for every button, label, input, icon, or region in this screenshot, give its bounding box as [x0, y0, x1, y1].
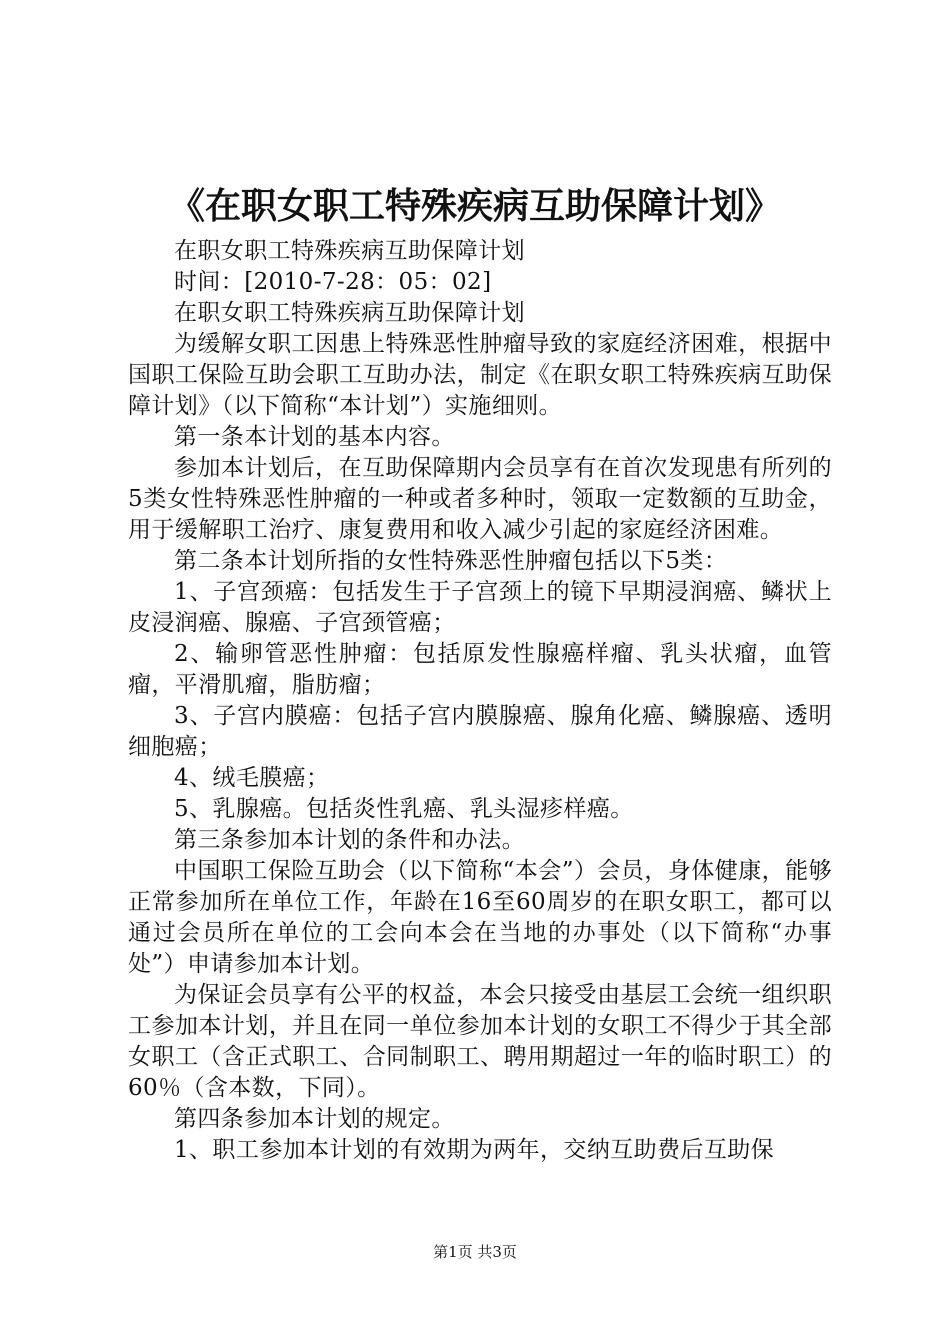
list-item-breast-cancer: 5、乳腺癌。包括炎性乳癌、乳头湿疹样癌。 — [174, 796, 634, 822]
paragraph-article-3-heading: 第三条参加本计划的条件和办法。 — [174, 827, 525, 853]
list-item-endometrial-cancer: 3、子宫内膜癌：包括子宫内膜腺癌、腺角化癌、鳞腺癌、透明细胞癌； — [128, 703, 832, 760]
paragraph-heading-repeat: 在职女职工特殊疾病互助保障计划 — [174, 300, 525, 326]
list-item-cervical-cancer: 1、子宫颈癌：包括发生于子宫颈上的镜下早期浸润癌、鳞状上皮浸润癌、腺癌、子宫颈管癌； — [128, 579, 832, 636]
paragraph-intro: 为缓解女职工因患上特殊恶性肿瘤导致的家庭经济困难，根据中国职工保险互助会职工互助办法，制定《在职女职工特殊疾病互助保障计划》（以下简称“本计划”）实施细则。 — [128, 331, 832, 419]
paragraph-article-1-heading: 第一条本计划的基本内容。 — [174, 424, 455, 450]
paragraph-article-1-body: 参加本计划后，在互助保障期内会员享有在首次发现患有所列的5类女性特殊恶性肿瘤的一种或者多种时，领取一定数额的互助金，用于缓解职工治疗、康复费用和收入减少引起的家庭经济困难。 — [128, 455, 832, 543]
paragraph-article-3-body: 中国职工保险互助会（以下简称“本会”）会员，身体健康，能够正常参加所在单位工作，年龄在16至60周岁的在职女职工，都可以通过会员所在单位的工会向本会在当地的办事处（以下简称“办事处”）申请参加本计划。 — [128, 858, 832, 977]
list-item-fallopian-tumor: 2、输卵管恶性肿瘤：包括原发性腺癌样瘤、乳头状瘤，血管瘤，平滑肌瘤，脂肪瘤； — [128, 641, 832, 698]
document-body — [128, 236, 832, 1166]
list-item-choriocarcinoma: 4、绒毛膜癌； — [174, 765, 330, 791]
page-number-footer: 第1页 共3页 — [433, 1243, 517, 1261]
paragraph-timestamp: 时间：[2010-7-28：05：02] — [174, 269, 492, 295]
paragraph-subtitle: 在职女职工特殊疾病互助保障计划 — [174, 238, 525, 264]
document-title: 《在职女职工特殊疾病互助保障计划》 — [168, 185, 781, 227]
paragraph-article-3-fairness: 为保证会员享有公平的权益，本会只接受由基层工会统一组织职工参加本计划，并且在同一单位参加本计划的女职工不得少于其全部女职工（含正式职工、合同制职工、聘用期超过一年的临时职工）的60％（含本数，下同）。 — [128, 982, 832, 1101]
paragraph-article-4-item-1: 1、职工参加本计划的有效期为两年，交纳互助费后互助保 — [174, 1137, 775, 1163]
paragraph-article-2-heading: 第二条本计划所指的女性特殊恶性肿瘤包括以下5类： — [174, 548, 728, 574]
paragraph-article-4-heading: 第四条参加本计划的规定。 — [174, 1106, 455, 1132]
